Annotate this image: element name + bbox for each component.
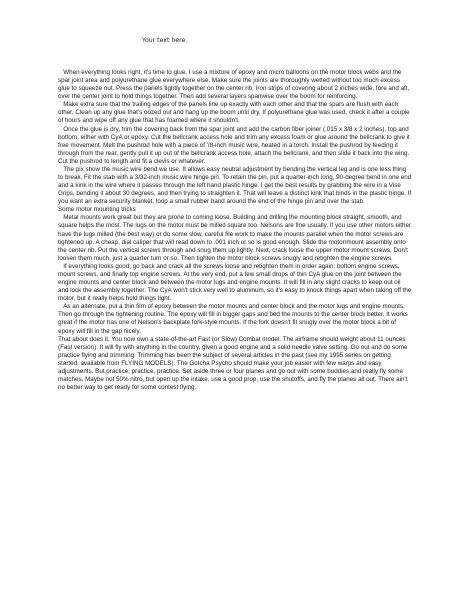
- section-heading-motor-mounting: Some motor mounting tricks: [58, 206, 136, 214]
- page-header-text: Your text here.: [142, 37, 188, 44]
- paragraph-metal-mounts: Metal mounts work great but they are prone to coming loose. Building and drilling the mounting block straight, smooth, and square helps the most. The lugs on the motor must be milled square too. Nelsons are fine usually. If you use other motors either have the lugs milled (the best way) or do some slow, careful file work to make the mounts parallel when the motor screws are tightened up. A cheap, dial caliper that will read down to .001 inch or so is good enough. Slide the motor/mount assembly onto the center rib. Put the vertical screws through and snug them up lightly. Next, crack loose the upper motor mount screws. Don't loosen them much, just a quarter turn or so. Then tighten the motor block screws snugly and retighten the engine screws.: [58, 214, 413, 262]
- article-body: [58, 69, 412, 392]
- paragraph-retighten: If everything looks good, go back and crack all the screws loose and retighten them in order again: bottom engine screws, mount screws, and finally top engine screws. At the very end, put a few small drops of thin CyA glue on the joint between the engine mounts and center block and between the motor lugs and engine mounts. It will fill in any slight cracks to keep out oil and lock the assembly together. The CyA won't stick very well to aluminum, so it's easy to knock things apart when taking off the motor, but it really helps hold things tight.: [58, 262, 414, 303]
- paragraph-conclusion: That about does it. You now own a state-of-the-art Fast (or Slow) Combat model. The airframe should weight about 11 ounces (Fast version). It will fly with anything in the country, given a good engine and a solid needle valve setting. Go out and do some practice flying and trimming. Trimming has been the subject of several articles in the past (see my 1995 series on getting started, available from FLYING MODELS). The Gotcha Psycho should make your job easier with few warps and easy adjustments. But practice, practice, practice. Set aside three or four planes and go out with some buddies and really fly some matches. Maybe not 50% nitro, but open up the intake, use a good prop, use the shutoffs, and fly the planes all out. There ain't no better way to get ready for some contest flying.: [58, 335, 410, 392]
- paragraph-carbon-joiner: Once the glue is dry, trim the covering back from the spar joint and add the carbon fiber joiner (.015 x 3/8 x 2 inches), top and bottom, either with CyA or epoxy. Cut the bellcrank access hole and trim any excess foam or glue around the bellcrank to give it free movement. Melt the pushrod hole with a piece of '/8-inch music wire, heated in a torch. Install the pushrod by feeding it through from the rear, gently pull it up out of the bellcrank access hole, attach the bellcrank, and then slide it back into the wing. Cut the pushrod to length and fit a clevis or whatever.: [58, 125, 412, 165]
- paragraph-glue: When everything looks right, it's time to glue. I use a mixture of epoxy and micro balloons on the motor block webs and the spar joint area and polyurethane glue everywhere else. Make sure the joints are thoroughly wetted without too much excess glue to squeeze out. Press the panels tightly together on the center rib. Iron strips of covering about 2 inches wide, fore and aft, over the center joint to hold things together. Then add several layers spanwise over the boom for reinforcing.: [58, 69, 412, 101]
- paragraph-epoxy-alternate: As an alternate, put a thin film of epoxy between the motor mounts and center block and the motor lugs and engine mounts. Then go through the tightening routine. The epoxy will fill in bigger gaps and bed the mounts to the center block better. It works great if the motor has one of Nelson's backplate fork-style mounts. If the fork doesn't fit snugly over the motor block a bit of epoxy will fill in the gap nicely.: [58, 303, 410, 335]
- paragraph-music-wire: The pix show the music wire bend we use. It allows easy neutral adjustment by bending the vertical leg and is one less thing to break. Fit the stab with a 3/32-inch music wire hinge pin. To retain the pin, put a quarter-inch long, 90-degree bend in one end and a kink in the wire where it passes through the left hand plastic hinge. I get the best results by grabbing the wire in a Vise Grips, bending it about 30 degrees, and then trying to straighten it. That will leave a distinct kink that binds in the plastic hinge. If you want an extra security blanket, loop a small rubber band around the end of the hinge pin and over the stab.: [58, 165, 413, 206]
- paragraph-trailing-edges: Make extra sure that the trailing edges of the panels line up exactly with each other and that the spars are flush with each other. Clean up any glue that's oozed out and hang up the boom until dry. If polyurethane glue was used, check it after a couple of hours and wipe off any glue that has foamed where it shouldn't.: [58, 101, 412, 125]
